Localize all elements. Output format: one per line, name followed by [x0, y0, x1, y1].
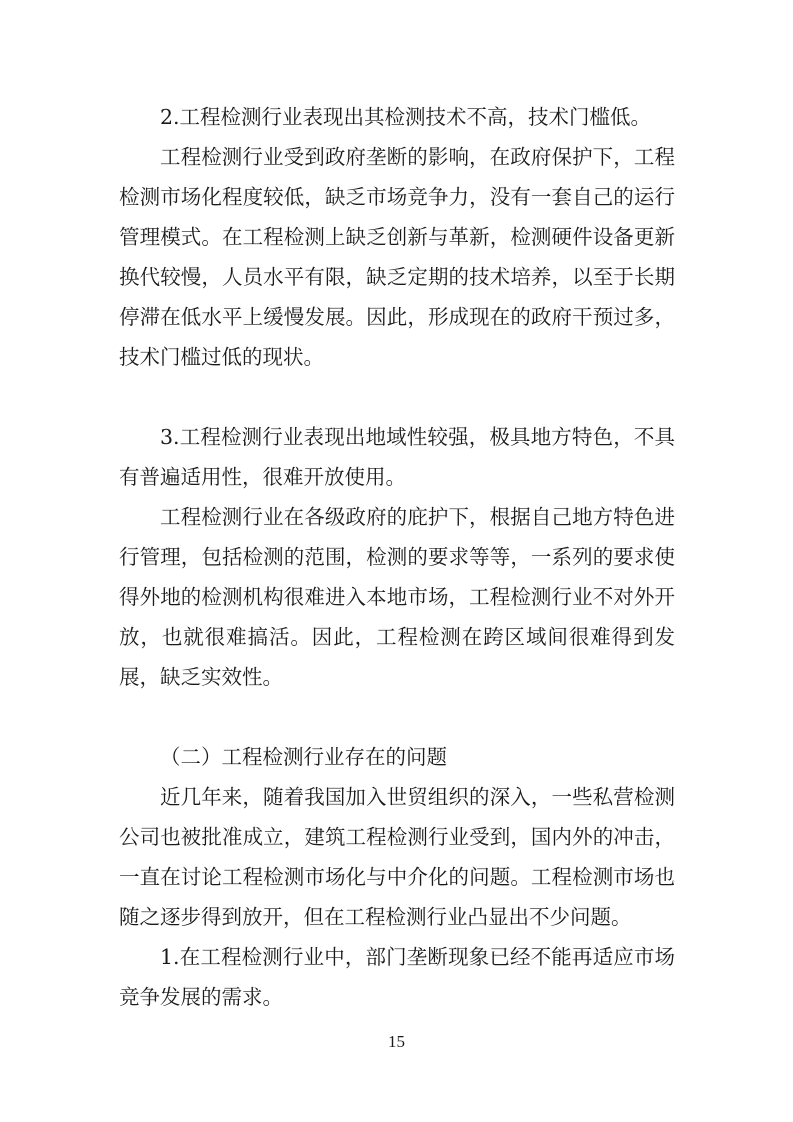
problem-1-heading: 1.在工程检测行业中，部门垄断现象已经不能再适应市场竞争发展的需求。 — [119, 945, 675, 1009]
point-2-heading: 2.工程检测行业表现出其检测技术不高，技术门槛低。 — [160, 105, 652, 129]
page-number: 15 — [388, 1032, 405, 1051]
paragraph-gap — [119, 377, 675, 417]
section-intro-paragraph: 近几年来，随着我国加入世贸组织的深入，一些私营检测公司也被批准成立，建筑工程检测行业受到，国内外的冲击，一直在讨论工程检测市场化与中介化的问题。工程检测市场也随之逐步得到放开，但在工程检测行业凸显出不少问题。 — [119, 785, 675, 929]
point-3-heading: 3.工程检测行业表现出地域性较强，极具地方特色，不具有普遍适用性，很难开放使用。 — [119, 425, 675, 489]
section-heading: （二）工程检测行业存在的问题 — [160, 745, 447, 769]
point-3-paragraph: 工程检测行业在各级政府的庇护下，根据自己地方特色进行管理，包括检测的范围，检测的要求等等，一系列的要求使得外地的检测机构很难进入本地市场，工程检测行业不对外开放，也就很难搞活。因此，工程检测在跨区域间很难得到发展，缺乏实效性。 — [119, 505, 675, 689]
point-2-paragraph: 工程检测行业受到政府垄断的影响，在政府保护下，工程检测市场化程度较低，缺乏市场竞争力，没有一套自己的运行管理模式。在工程检测上缺乏创新与革新，检测硬件设备更新换代较慢，人员水平有限，缺乏定期的技术培养，以至于长期停滞在低水平上缓慢发展。因此，形成现在的政府干预过多，技术门槛过低的现状。 — [119, 145, 675, 369]
paragraph-gap — [119, 697, 675, 737]
body-text — [119, 97, 675, 1017]
